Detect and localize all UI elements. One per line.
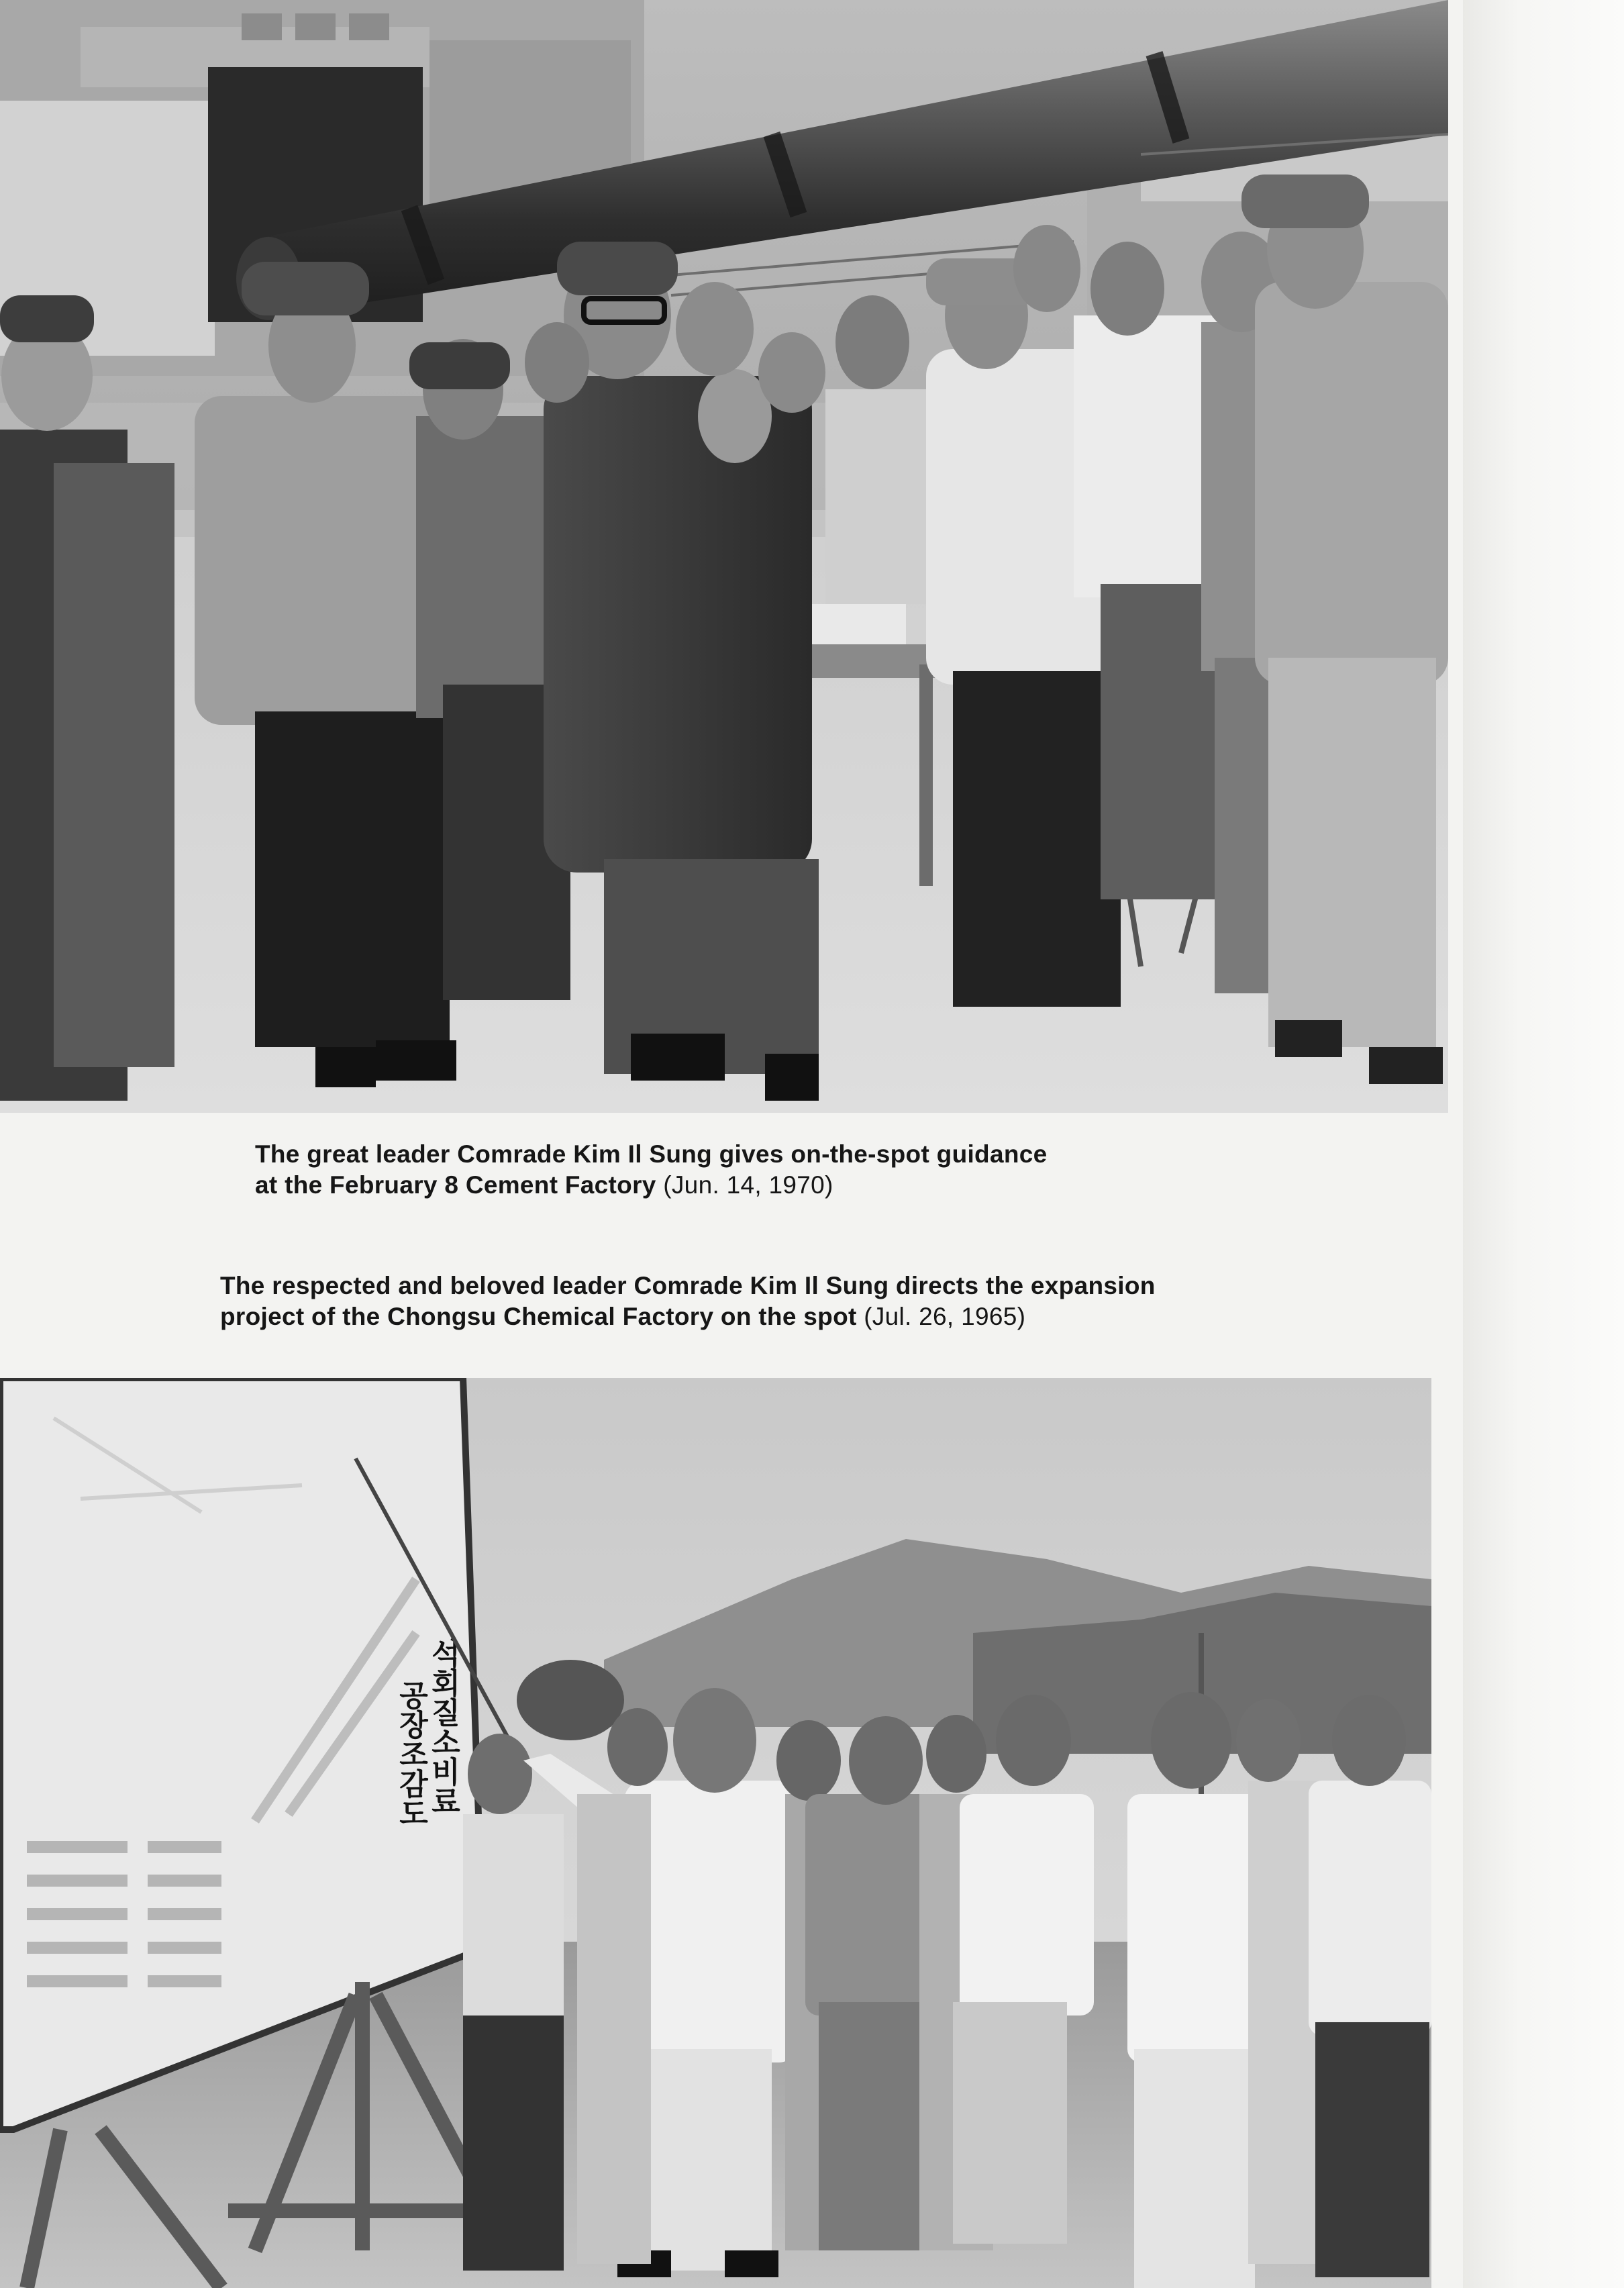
caption-top-line1: The great leader Comrade Kim Il Sung gives on-the-spot guidance <box>255 1140 1048 1168</box>
sign-line1: 석회질소비료 <box>425 1638 460 1816</box>
photo-cement-factory <box>0 0 1448 1113</box>
caption-cement-factory <box>255 1139 1047 1201</box>
caption-bottom-line2-text: project of the Chongsu Chemical Factory on the spot <box>220 1303 857 1330</box>
sign-line2: 공장조감도 <box>393 1680 428 1828</box>
caption-bottom-line1: The respected and beloved leader Comrade Kim Il Sung directs the expansion <box>220 1272 1156 1299</box>
page-edge <box>1463 0 1624 2288</box>
caption-bottom-line2 <box>220 1301 1156 1332</box>
caption-top-line2-text: at the February 8 Cement Factory <box>255 1171 656 1199</box>
caption-chemical-factory <box>220 1271 1156 1332</box>
caption-bottom-date: (Jul. 26, 1965) <box>864 1303 1026 1330</box>
caption-top-date: (Jun. 14, 1970) <box>663 1171 833 1199</box>
caption-top-line2 <box>255 1170 1047 1201</box>
photo-chemical-factory <box>0 1378 1431 2288</box>
